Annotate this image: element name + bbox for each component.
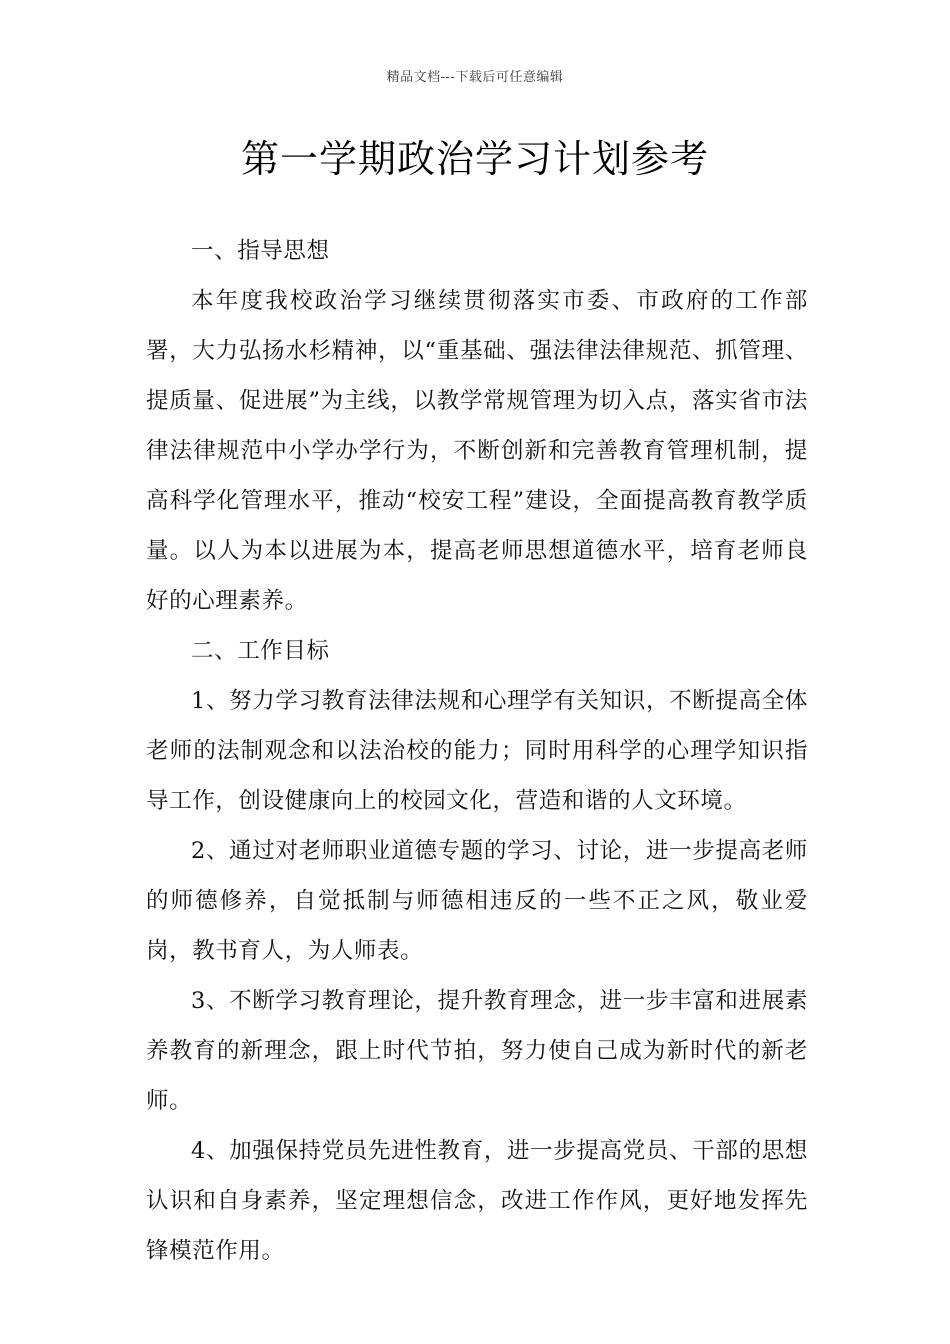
section-heading-guiding-ideology: 一、指导思想: [191, 238, 330, 264]
header-note: 精品文档---下载后可任意编辑: [386, 70, 564, 85]
paragraph-guiding-ideology: 本年度我校政治学习继续贯彻落实市委、市政府的工作部署，大力弘扬水杉精神，以“重基础、强法律法律规范、抓管理、提质量、促进展”为主线，以教学常规管理为切入点，落实省市法律法律规范中小学办学行为，不断创新和完善教育管理机制，提高科学化管理水平，推动“校安工程”建设，全面提高教育教学质量。以人为本以进展为本，提高老师思想道德水平，培育老师良好的心理素养。: [146, 288, 808, 614]
section-heading-work-goals: 二、工作目标: [191, 638, 330, 664]
paragraph-goal-2: 2、通过对老师职业道德专题的学习、讨论，进一步提高老师的师德修养，自觉抵制与师德相违反的一些不正之风，敬业爱岗，教书育人，为人师表。: [146, 838, 808, 964]
paragraph-goal-3: 3、不断学习教育理论，提升教育理念，进一步丰富和进展素养教育的新理念，跟上时代节拍，努力使自己成为新时代的新老师。: [146, 988, 808, 1114]
paragraph-goal-4: 4、加强保持党员先进性教育，进一步提高党员、干部的思想认识和自身素养，坚定理想信念，改进工作作风，更好地发挥先锋模范作用。: [146, 1138, 808, 1264]
document-body: [146, 226, 808, 1276]
paragraph-goal-1: 1、努力学习教育法律法规和心理学有关知识，不断提高全体老师的法制观念和以法治校的能力；同时用科学的心理学知识指导工作，创设健康向上的校园文化，营造和谐的人文环境。: [146, 688, 808, 814]
document-title: 第一学期政治学习计划参考: [240, 137, 709, 181]
